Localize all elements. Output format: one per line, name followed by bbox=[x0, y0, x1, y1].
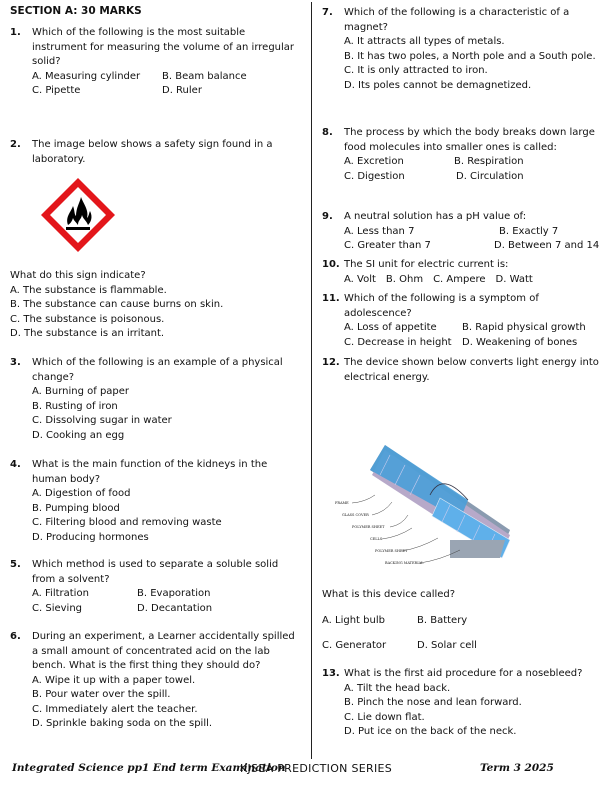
question-8 bbox=[322, 126, 604, 184]
question-number: 13. bbox=[322, 668, 340, 679]
option-c: C. Sieving bbox=[32, 602, 82, 614]
option-d: D. Watt bbox=[495, 273, 533, 285]
option-d: D. Sprinkle baking soda on the spill. bbox=[32, 718, 213, 729]
option-d: D. The substance is an irritant. bbox=[10, 328, 165, 339]
option-b: B. Rapid physical growth bbox=[462, 322, 586, 333]
diagram-label-backing-material: BACKING MATERIAL bbox=[385, 561, 424, 565]
option-a: A. Excretion bbox=[344, 156, 404, 167]
question-text: Which of the following is the most suitable instrument for measuring the volume of an irregular solid? bbox=[32, 27, 295, 67]
question-12-followup bbox=[322, 588, 604, 654]
question-13 bbox=[322, 667, 604, 740]
option-d: D. Between 7 and 14 bbox=[494, 240, 600, 251]
diagram-label-polymer-sheet: POLYMER SHEET bbox=[352, 525, 385, 529]
question-text: During an experiment, a Learner accidentally spilled a small amount of concentrated acid on the lab bench. What is the first thing they should do? bbox=[32, 631, 295, 671]
option-b: B. Battery bbox=[417, 614, 468, 626]
question-text: Which of the following is a characteristic of a magnet? bbox=[344, 7, 570, 33]
option-b: B. Beam balance bbox=[162, 70, 247, 82]
question-text: The image below shows a safety sign found in a laboratory. bbox=[32, 139, 273, 165]
question-number: 12. bbox=[322, 357, 340, 368]
option-b: B. Pour water over the spill. bbox=[32, 689, 171, 700]
option-c: C. Greater than 7 bbox=[344, 240, 431, 251]
option-d: D. Ruler bbox=[162, 85, 202, 96]
footer-exam-title: Integrated Science pp1 End term Examination bbox=[12, 762, 286, 774]
question-text: A neutral solution has a pH value of: bbox=[344, 211, 527, 222]
option-c: C. Dissolving sugar in water bbox=[32, 415, 172, 426]
option-c: C. It is only attracted to iron. bbox=[344, 65, 488, 76]
question-number: 6. bbox=[10, 631, 21, 642]
question-10 bbox=[322, 258, 604, 287]
option-d: D. Solar cell bbox=[417, 640, 477, 651]
question-text: Which of the following is a symptom of adolescence? bbox=[344, 293, 539, 319]
diagram-label-cells: CELLS bbox=[370, 537, 383, 541]
question-number: 8. bbox=[322, 127, 333, 138]
question-9 bbox=[322, 210, 604, 254]
option-b: B. The substance can cause burns on skin. bbox=[10, 299, 224, 310]
flammable-hazard-sign-icon bbox=[38, 175, 118, 255]
question-6 bbox=[10, 630, 300, 732]
option-d: D. Weakening of bones bbox=[462, 336, 578, 348]
option-b: B. Exactly 7 bbox=[499, 225, 559, 237]
option-d: D. Cooking an egg bbox=[32, 429, 125, 441]
option-c: C. Pipette bbox=[32, 85, 81, 96]
question-number: 10. bbox=[322, 259, 340, 270]
question-text: The SI unit for electric current is: bbox=[344, 259, 509, 270]
question-number: 11. bbox=[322, 293, 340, 304]
option-d: D. Put ice on the back of the neck. bbox=[344, 726, 517, 737]
option-d: D. Its poles cannot be demagnetized. bbox=[344, 79, 532, 91]
question-number: 4. bbox=[10, 459, 21, 470]
option-c: C. Generator bbox=[322, 640, 387, 651]
column-divider bbox=[311, 2, 312, 759]
option-b: B. Evaporation bbox=[137, 588, 211, 599]
question-4 bbox=[10, 458, 300, 545]
diagram-label-polymer-sheet-2: POLYMER SHEET bbox=[375, 549, 408, 553]
option-d: D. Producing hormones bbox=[32, 531, 149, 543]
question-1 bbox=[10, 26, 300, 99]
footer-series: KJSEA PREDICTION SERIES bbox=[240, 762, 393, 775]
option-a: A. Digestion of food bbox=[32, 488, 131, 499]
option-a: A. Volt bbox=[344, 273, 376, 285]
option-c: C. Lie down flat. bbox=[344, 711, 425, 723]
option-a: A. Burning of paper bbox=[32, 386, 130, 397]
option-b: B. Pinch the nose and lean forward. bbox=[344, 697, 522, 708]
option-a: A. Filtration bbox=[32, 588, 89, 599]
question-5 bbox=[10, 558, 300, 616]
question-text: What is the first aid procedure for a nosebleed? bbox=[344, 668, 583, 679]
question-text: What is the main function of the kidneys in the human body? bbox=[32, 459, 268, 485]
option-b: B. Rusting of iron bbox=[32, 400, 118, 412]
question-text: Which method is used to separate a soluble solid from a solvent? bbox=[32, 559, 279, 585]
question-number: 1. bbox=[10, 27, 21, 38]
question-number: 3. bbox=[10, 357, 21, 368]
solar-panel-diagram bbox=[330, 440, 510, 590]
page-footer bbox=[12, 762, 602, 784]
option-c: C. Immediately alert the teacher. bbox=[32, 703, 198, 715]
option-d: D. Decantation bbox=[137, 602, 213, 614]
footer-term: Term 3 2025 bbox=[480, 762, 554, 774]
question-number: 7. bbox=[322, 7, 333, 18]
option-c: C. Decrease in height bbox=[344, 336, 452, 348]
followup-text: What do this sign indicate? bbox=[10, 270, 146, 281]
question-text: Which of the following is an example of a physical change? bbox=[32, 357, 283, 383]
option-a: A. Wipe it up with a paper towel. bbox=[32, 674, 196, 686]
option-d: D. Circulation bbox=[456, 170, 524, 182]
option-a: A. Less than 7 bbox=[344, 225, 415, 237]
question-2 bbox=[10, 138, 300, 342]
question-7 bbox=[322, 6, 604, 93]
option-a: A. It attracts all types of metals. bbox=[344, 36, 505, 47]
question-text: The process by which the body breaks down large food molecules into smaller ones is called: bbox=[344, 127, 595, 153]
option-b: B. Pumping blood bbox=[32, 502, 120, 514]
followup-text: What is this device called? bbox=[322, 589, 456, 600]
option-a: A. Tilt the head back. bbox=[344, 682, 451, 694]
option-b: B. Respiration bbox=[454, 156, 524, 167]
section-title: SECTION A: 30 MARKS bbox=[10, 5, 142, 17]
question-number: 9. bbox=[322, 211, 333, 222]
option-c: C. The substance is poisonous. bbox=[10, 313, 165, 325]
diagram-label-frame: FRAME bbox=[335, 501, 349, 505]
option-b: B. Ohm bbox=[385, 273, 424, 285]
option-a: A. Light bulb bbox=[322, 614, 385, 626]
question-12 bbox=[322, 356, 604, 385]
option-a: A. Measuring cylinder bbox=[32, 70, 141, 82]
question-text: The device shown below converts light energy into electrical energy. bbox=[344, 357, 599, 383]
option-a: A. Loss of appetite bbox=[344, 322, 437, 333]
option-a: A. The substance is flammable. bbox=[10, 284, 167, 296]
option-c: C. Ampere bbox=[433, 273, 486, 285]
option-b: B. It has two poles, a North pole and a South pole. bbox=[344, 50, 596, 62]
question-11 bbox=[322, 292, 604, 350]
diagram-label-glass-cover: GLASS COVER bbox=[342, 513, 369, 517]
question-number: 2. bbox=[10, 139, 21, 150]
option-c: C. Digestion bbox=[344, 170, 405, 182]
question-number: 5. bbox=[10, 559, 21, 570]
question-3 bbox=[10, 356, 300, 443]
option-c: C. Filtering blood and removing waste bbox=[32, 517, 222, 528]
